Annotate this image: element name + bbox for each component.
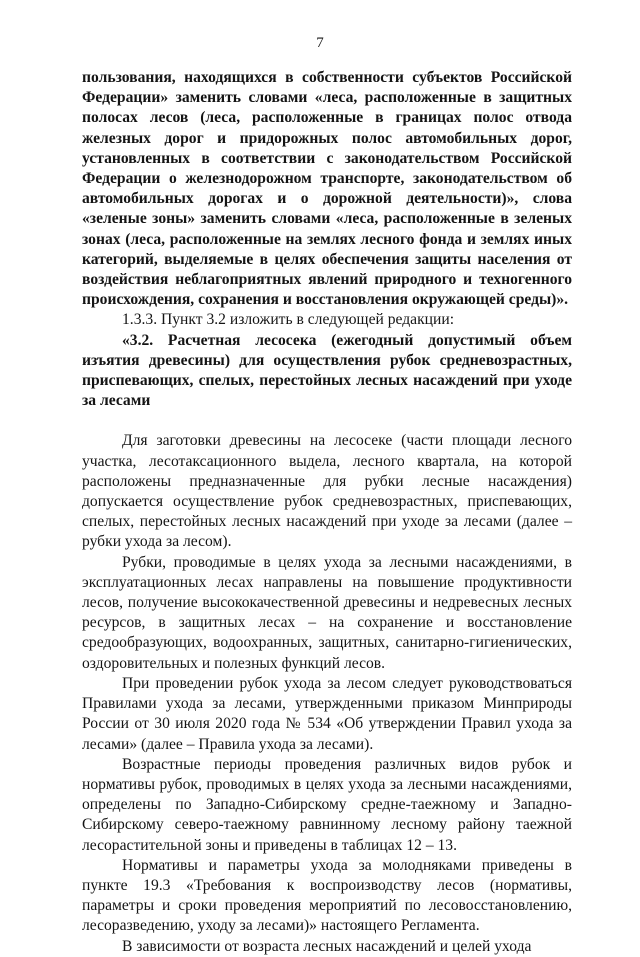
document-body [82, 68, 572, 957]
paragraph-age-periods: Возрастные периоды проведения различных видов рубок и нормативы рубок, проводимых в целях ухода за лесными насаждениями, определены по Западно-Сибирскому средне-таежному и Западно-Сибирскому северо-таежному равнинному лесному району таежной лесорастительной зоны и приведены в таблицах 12 – 13. [82, 755, 572, 854]
paragraph-rules: При проведении рубок ухода за лесом следует руководствоваться Правилами ухода за лесами, утвержденными приказом Минприроды России от 30 июля 2020 года № 534 «Об утверждении Правил ухода за лесами» (далее – Правила ухода за лесами). [82, 674, 572, 753]
page-number: 7 [316, 35, 324, 51]
paragraph-continuation: В зависимости от возраста лесных насаждений и целей ухода [122, 937, 532, 955]
section-heading-3-2: «3.2. Расчетная лесосека (ежегодный допустимый объем изъятия древесины) для осуществления рубок средневозрастных, приспевающих, спелых, перестойных лесных насаждений при уходе за лесами [82, 331, 572, 410]
paragraph-item-1-3-3: 1.3.3. Пункт 3.2 изложить в следующей редакции: [122, 311, 455, 329]
paragraph-felling-purpose: Рубки, проводимые в целях ухода за лесными насаждениями, в эксплуатационных лесах направлены на повышение продуктивности лесов, получение высококачественной древесины и недревесных лесных ресурсов, в защитных лесах – на сохранение и восстановление средообразующих, водоохранных, защитных, санитарно-гигиенических, оздоровительных и полезных функций лесов. [82, 553, 572, 672]
paragraph-young-stands: Нормативы и параметры ухода за молодняками приведены в пункте 19.3 «Требования к воспроизводству лесов (нормативы, параметры и сроки проведения мероприятий по лесовосстановлению, лесоразведению, уходу за лесами)» настоящего Регламента. [82, 856, 572, 935]
paragraph-harvesting: Для заготовки древесины на лесосеке (части площади лесного участка, лесотаксационного выдела, лесного квартала, на которой расположены предназначенные для рубки лесные насаждения) допускается осуществление рубок средневозрастных, приспевающих, спелых, перестойных лесных насаждений при уходе за лесами (далее – рубки ухода за лесом). [82, 432, 572, 551]
paragraph-amendment-text: пользования, находящихся в собственности субъектов Российской Федерации» заменить словами «леса, расположенные в защитных полосах лесов (леса, расположенные в границах полос отвода железных дорог и придорожных полос автомобильных дорог, установленных в соответствии с законодательством Российской Федерации о железнодорожном транспорте, законодательством об автомобильных дорогах и о дорожной деятельности)», слова «зеленые зоны» заменить словами «леса, расположенные в зеленых зонах (леса, расположенные на землях лесного фонда и землях иных категорий, выделяемые в целях обеспечения защиты населения от воздействия неблагоприятных явлений природного и техногенного происхождения, сохранения и восстановления окружающей среды)». [82, 69, 572, 309]
spacer [82, 411, 572, 431]
